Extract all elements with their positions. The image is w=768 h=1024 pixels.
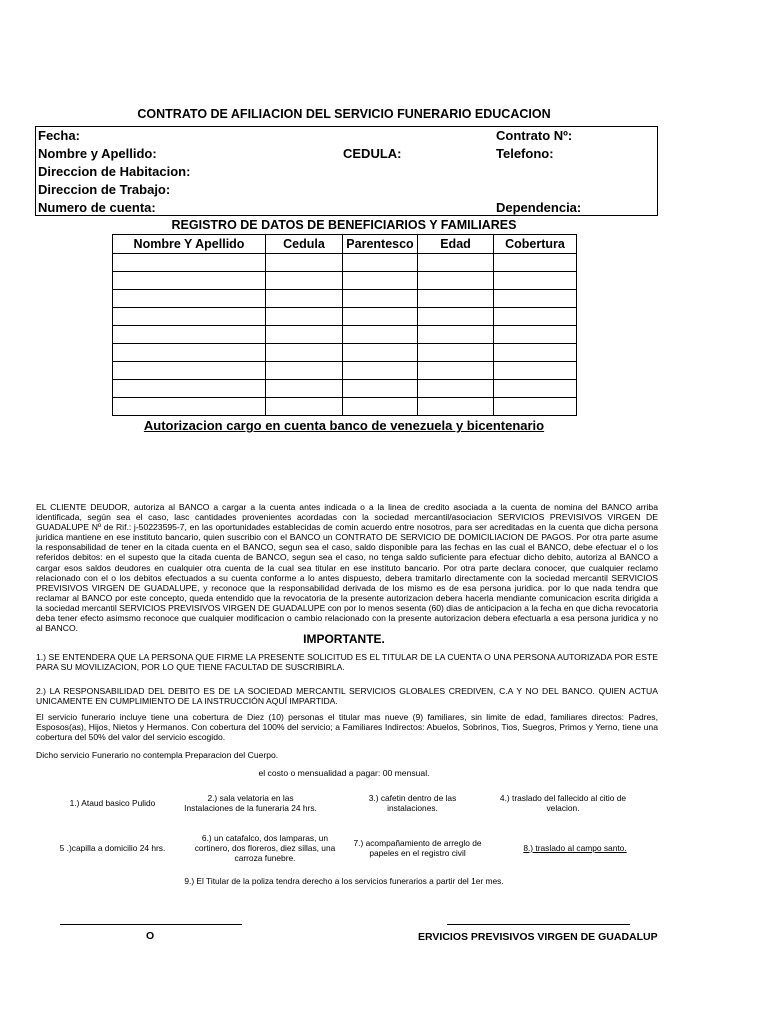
service-item-9: 9.) El Titular de la poliza tendra derecho a los servicios funerarios a partir del 1er mes. (184, 876, 504, 886)
table-cell[interactable] (343, 362, 418, 380)
table-row (113, 290, 577, 308)
table-cell[interactable] (266, 254, 343, 272)
table-row (113, 326, 577, 344)
table-cell[interactable] (343, 308, 418, 326)
table-cell[interactable] (113, 290, 266, 308)
dependencia-label: Dependencia: (496, 200, 582, 215)
table-cell[interactable] (418, 380, 494, 398)
table-row (113, 398, 577, 416)
authorization-legal-text: EL CLIENTE DEUDOR, autoriza al BANCO a cargar a la cuenta antes indicada o a la linea de credito asociada a la cuenta de nomina del BANCO arriba identificada, según sea el caso, lasc cantidades provenientes acordadas con la sociedad mercantil/asociacion SERVICIOS PREVISIVOS VIRGEN DE GUADALUPE Nº de Rif.: j-50223595-7, en las oportunidades establecidas de comin acuerdo entre nosotros, para ser acreditadas en la cuenta que dicha persona juridica mantiene en ese instituto bancario, quien suscribio con el BANCO un CONTRATO DE SERVICIO DE DOMICILIACION DE PAGOS. Por otra parte asume la responsabilidad de tener en la citada cuenta en el BANCO, segun sea el caso, saldo disponible para las fechas en las cual el BANCO, debe efectuar el o los referidos debitos: en el supesto que la citada cuenta de BANCO, segun sea el caso, no tenga saldo suficiente para efectuar dicho debito, autoriza al BANCO a cargar esos saldos deudores en cualquier otra cuenta de la cual sea titular en ese instituto bancario. Por otra parte declara conocer, que cualquier reclamo relacionado con el o los debitos efectuados a su cuenta conforme a lo antes dispuesto, debera tramitarlo directamente con la sociedad mercantil SERVICIOS PREVISIVOS VIRGEN DE GUADALUPE, y reconoce que la responsabilidad derivada de los mismo es de esa persona juridica. por lo que nada tendra que reclamar al BANCO por este concepto, queda entendido que la revocatoria de la presente autorizacion debera hacerla mendiante comunicacion escrita dirigida a la sociedad mercantil SERVICIOS PREVISIVOS VIRGEN DE GUADALUPE con por lo menos sesenta (60) dias de anticipacion a la fecha en que dicha revocatoria deba tener efecto asimsmo reconoce que cualquier modificacion o cambio relacionado con la presente autorizacion debera efectuarla a esa persona juridica y no al BANCO. (36, 502, 658, 634)
table-cell[interactable] (113, 326, 266, 344)
table-cell[interactable] (343, 272, 418, 290)
table-cell[interactable] (494, 344, 577, 362)
table-cell[interactable] (494, 272, 577, 290)
fecha-label: Fecha: (38, 128, 80, 143)
table-cell[interactable] (113, 398, 266, 416)
column-header-parentesco: Parentesco (343, 235, 418, 254)
numero-cuenta-label: Numero de cuenta: (38, 200, 156, 215)
column-header-cedula: Cedula (266, 235, 343, 254)
table-row (113, 272, 577, 290)
signature-label-left: O (146, 930, 155, 942)
importante-heading: IMPORTANTE. (303, 632, 385, 646)
signature-line-right (447, 924, 630, 925)
table-cell[interactable] (494, 398, 577, 416)
table-cell[interactable] (494, 326, 577, 344)
table-cell[interactable] (494, 380, 577, 398)
table-cell[interactable] (418, 308, 494, 326)
cedula-label: CEDULA: (343, 146, 402, 161)
direccion-habitacion-label: Direccion de Habitacion: (38, 164, 191, 179)
table-cell[interactable] (418, 362, 494, 380)
importante-item-1: 1.) SE ENTENDERA QUE LA PERSONA QUE FIRME LA PRESENTE SOLICITUD ES EL TITULAR DE LA CUENTA O UNA PERSONA AUTORIZADA POR ESTE PARA SU MOVILIZACION, POR LO QUE TIENE FACULTAD DE SUSCRIBIRLA. (36, 652, 658, 672)
service-item-7: 7.) acompañamiento de arreglo de papeles en el registro civil (353, 838, 482, 858)
monthly-cost-text: el costo o mensualidad a pagar: 00 mensual. (258, 768, 430, 778)
table-cell[interactable] (418, 254, 494, 272)
table-cell[interactable] (113, 380, 266, 398)
contrato-label: Contrato Nº: (496, 128, 573, 143)
table-cell[interactable] (113, 344, 266, 362)
table-cell[interactable] (343, 254, 418, 272)
beneficiaries-table (112, 234, 577, 416)
table-row (113, 344, 577, 362)
table-cell[interactable] (266, 272, 343, 290)
table-cell[interactable] (418, 398, 494, 416)
service-item-3: 3.) cafetin dentro de las instalaciones. (368, 793, 457, 813)
table-cell[interactable] (343, 344, 418, 362)
table-header-row (113, 235, 577, 254)
service-item-1: 1.) Ataud basico Pulido (69, 798, 156, 808)
applicant-info-box (35, 126, 658, 216)
coverage-text: El servicio funerario incluye tiene una cobertura de Diez (10) personas el titular mas nueve (9) familiares, sin limite de edad, familiares directos: Padres, Esposos(as), Hijos, Nietos y Hermanos. Con cobertura del 100% del servicio; a Familiares Indirectos: Abuelos, Sobrinos, Tios, Suegros, Primos y Yerno, tiene una cobertura del 50% del valor del servicio escogido. (36, 712, 658, 742)
service-item-8: 8.) traslado al campo santo. (523, 843, 627, 853)
table-cell[interactable] (418, 272, 494, 290)
table-cell[interactable] (494, 254, 577, 272)
table-cell[interactable] (266, 362, 343, 380)
table-cell[interactable] (418, 344, 494, 362)
importante-item-2: 2.) LA RESPONSABILIDAD DEL DEBITO ES DE LA SOCIEDAD MERCANTIL SERVICIOS GLOBALES CREDIVEN, C.A Y NO DEL BANCO. QUIEN ACTUA UNICAMENTE EN CUMPLIMIENTO DE LA INSTRUCCIÓN AQUÍ IMPARTIDA. (36, 686, 658, 706)
table-cell[interactable] (113, 362, 266, 380)
table-cell[interactable] (343, 398, 418, 416)
table-row (113, 362, 577, 380)
table-row (113, 254, 577, 272)
table-row (113, 308, 577, 326)
signature-line-left (60, 924, 242, 925)
table-cell[interactable] (343, 290, 418, 308)
table-cell[interactable] (113, 272, 266, 290)
column-header-cobertura: Cobertura (494, 235, 577, 254)
beneficiaries-title: REGISTRO DE DATOS DE BENEFICIARIOS Y FAMILIARES (171, 218, 517, 232)
table-cell[interactable] (113, 308, 266, 326)
signature-label-right: ERVICIOS PREVISIVOS VIRGEN DE GUADALUP (418, 931, 658, 943)
table-cell[interactable] (266, 380, 343, 398)
table-cell[interactable] (494, 308, 577, 326)
table-cell[interactable] (266, 398, 343, 416)
telefono-label: Telefono: (496, 146, 554, 161)
table-cell[interactable] (113, 254, 266, 272)
autorizacion-title: Autorizacion cargo en cuenta banco de venezuela y bicentenario (143, 418, 545, 433)
table-cell[interactable] (266, 344, 343, 362)
table-cell[interactable] (494, 362, 577, 380)
nombre-label: Nombre y Apellido: (38, 146, 157, 161)
service-item-6: 6.) un catafalco, dos lamparas, un cortinero, dos floreros, diez sillas, una carroza funebre. (194, 833, 336, 863)
table-cell[interactable] (343, 380, 418, 398)
table-cell[interactable] (418, 290, 494, 308)
table-cell[interactable] (266, 308, 343, 326)
table-cell[interactable] (266, 326, 343, 344)
table-cell[interactable] (343, 326, 418, 344)
service-item-4: 4.) traslado del fallecido al citio de velacion. (499, 793, 627, 813)
table-cell[interactable] (418, 326, 494, 344)
table-cell[interactable] (266, 290, 343, 308)
column-header-nombre: Nombre Y Apellido (113, 235, 266, 254)
service-item-5: 5 .)capilla a domicilio 24 hrs. (59, 843, 166, 853)
direccion-trabajo-label: Direccion de Trabajo: (38, 182, 171, 197)
preparation-text: Dicho servicio Funerario no contempla Preparacion del Cuerpo. (36, 750, 279, 760)
column-header-edad: Edad (418, 235, 494, 254)
table-row (113, 380, 577, 398)
contract-title: CONTRATO DE AFILIACION DEL SERVICIO FUNERARIO EDUCACION (137, 107, 551, 121)
table-cell[interactable] (494, 290, 577, 308)
service-item-2: 2.) sala velatoria en las Instalaciones de la funeraria 24 hrs. (184, 793, 317, 813)
